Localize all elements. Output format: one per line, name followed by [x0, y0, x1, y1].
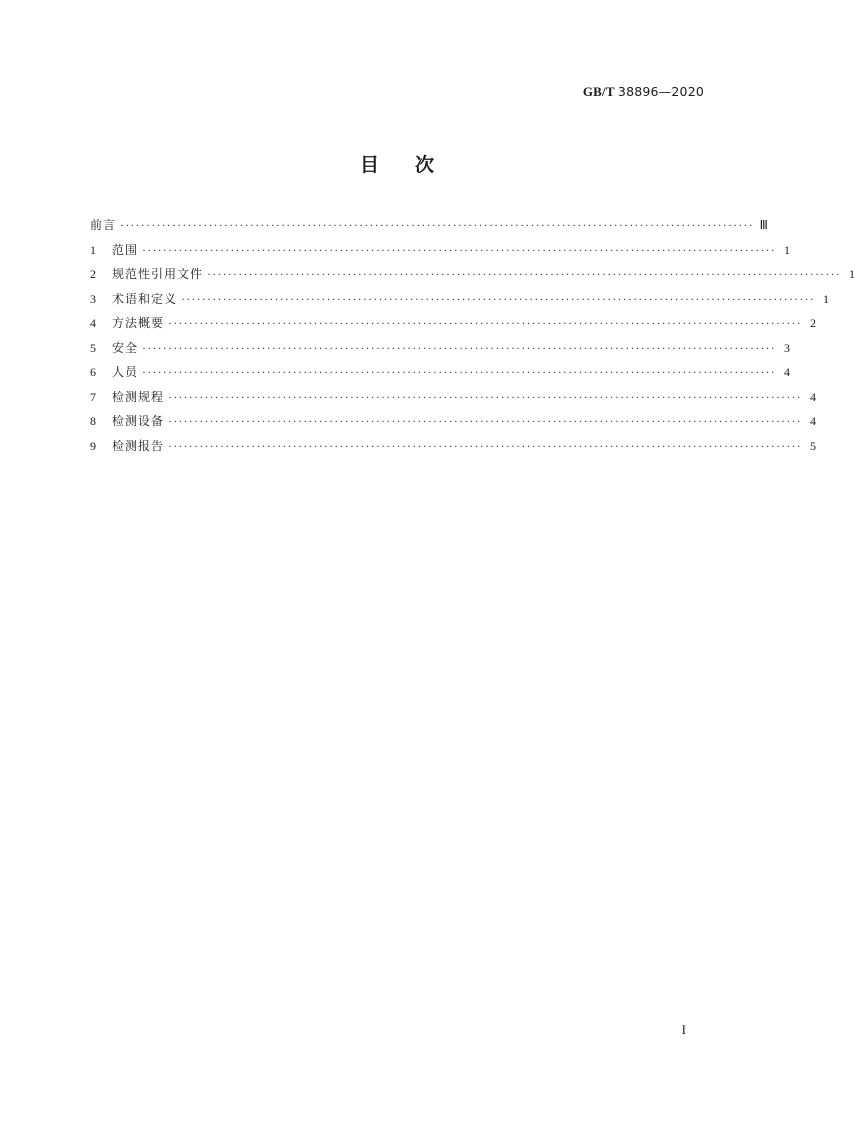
- toc-entry-2[interactable]: [90, 265, 855, 290]
- toc-entry-number: 7: [90, 389, 96, 404]
- toc-entry-7[interactable]: [90, 388, 816, 413]
- toc-leader-dots: ··························································································································: [168, 389, 802, 404]
- toc-entry-page: Ⅲ: [759, 218, 768, 232]
- toc-leader-dots: ··························································································································: [207, 267, 841, 281]
- toc-entry-page: 1: [783, 242, 790, 257]
- toc-entry-label: 规范性引用文件: [112, 267, 204, 281]
- toc-entry-number: 4: [90, 316, 96, 330]
- toc-entry-page: 5: [809, 438, 816, 453]
- toc-leader-dots: ··························································································································: [168, 438, 802, 453]
- toc-entry-foreword[interactable]: [90, 216, 768, 241]
- toc-entry-number: 3: [90, 291, 96, 306]
- toc-entry-page: 2: [809, 316, 816, 330]
- toc-entry-8[interactable]: [90, 412, 816, 437]
- toc-entry-label: 检测报告: [112, 438, 165, 453]
- toc-entry-label: 检测设备: [112, 414, 165, 428]
- toc-entry-page: 4: [809, 414, 816, 428]
- toc-leader-dots: ··························································································································: [168, 414, 802, 428]
- toc-entry-page: 1: [822, 291, 829, 306]
- toc-leader-dots: ··························································································································: [142, 365, 776, 379]
- toc-entry-4[interactable]: [90, 314, 816, 339]
- toc-entry-page: 3: [783, 340, 790, 355]
- toc-leader-dots: ··························································································································: [142, 242, 776, 257]
- toc-entry-6[interactable]: [90, 363, 790, 388]
- standard-number: 38896—2020: [617, 84, 704, 99]
- toc-entry-5[interactable]: [90, 339, 790, 364]
- toc-entry-page: 4: [783, 365, 790, 379]
- toc-entry-label: 检测规程: [112, 389, 165, 404]
- toc-leader-dots: ··························································································································: [181, 291, 815, 306]
- table-of-contents: [90, 216, 855, 461]
- toc-entry-page: 1: [848, 267, 855, 281]
- toc-leader-dots: ··························································································································: [168, 316, 802, 330]
- toc-entry-label: 前言: [90, 218, 117, 232]
- toc-entry-label: 范围: [112, 242, 139, 257]
- toc-entry-number: 8: [90, 414, 96, 428]
- toc-entry-number: 1: [90, 242, 96, 257]
- toc-entry-label: 人员: [112, 365, 139, 379]
- toc-entry-number: 2: [90, 267, 96, 281]
- toc-entry-number: 5: [90, 340, 96, 355]
- toc-entry-1[interactable]: [90, 241, 790, 266]
- toc-entry-3[interactable]: [90, 290, 829, 315]
- standard-prefix: GB/T: [582, 84, 615, 99]
- toc-entry-number: 9: [90, 438, 96, 453]
- toc-entry-label: 方法概要: [112, 316, 165, 330]
- page-title: 目次: [359, 154, 470, 176]
- toc-entry-9[interactable]: [90, 437, 816, 462]
- toc-leader-dots: ··························································································································: [142, 340, 776, 355]
- standard-code: [583, 84, 704, 100]
- toc-entry-label: 术语和定义: [112, 291, 178, 306]
- toc-entry-page: 4: [809, 389, 816, 404]
- page-number: I: [681, 1022, 686, 1037]
- toc-entry-label: 安全: [112, 340, 139, 355]
- toc-entry-number: 6: [90, 365, 96, 379]
- toc-leader-dots: ··························································································································: [120, 218, 754, 232]
